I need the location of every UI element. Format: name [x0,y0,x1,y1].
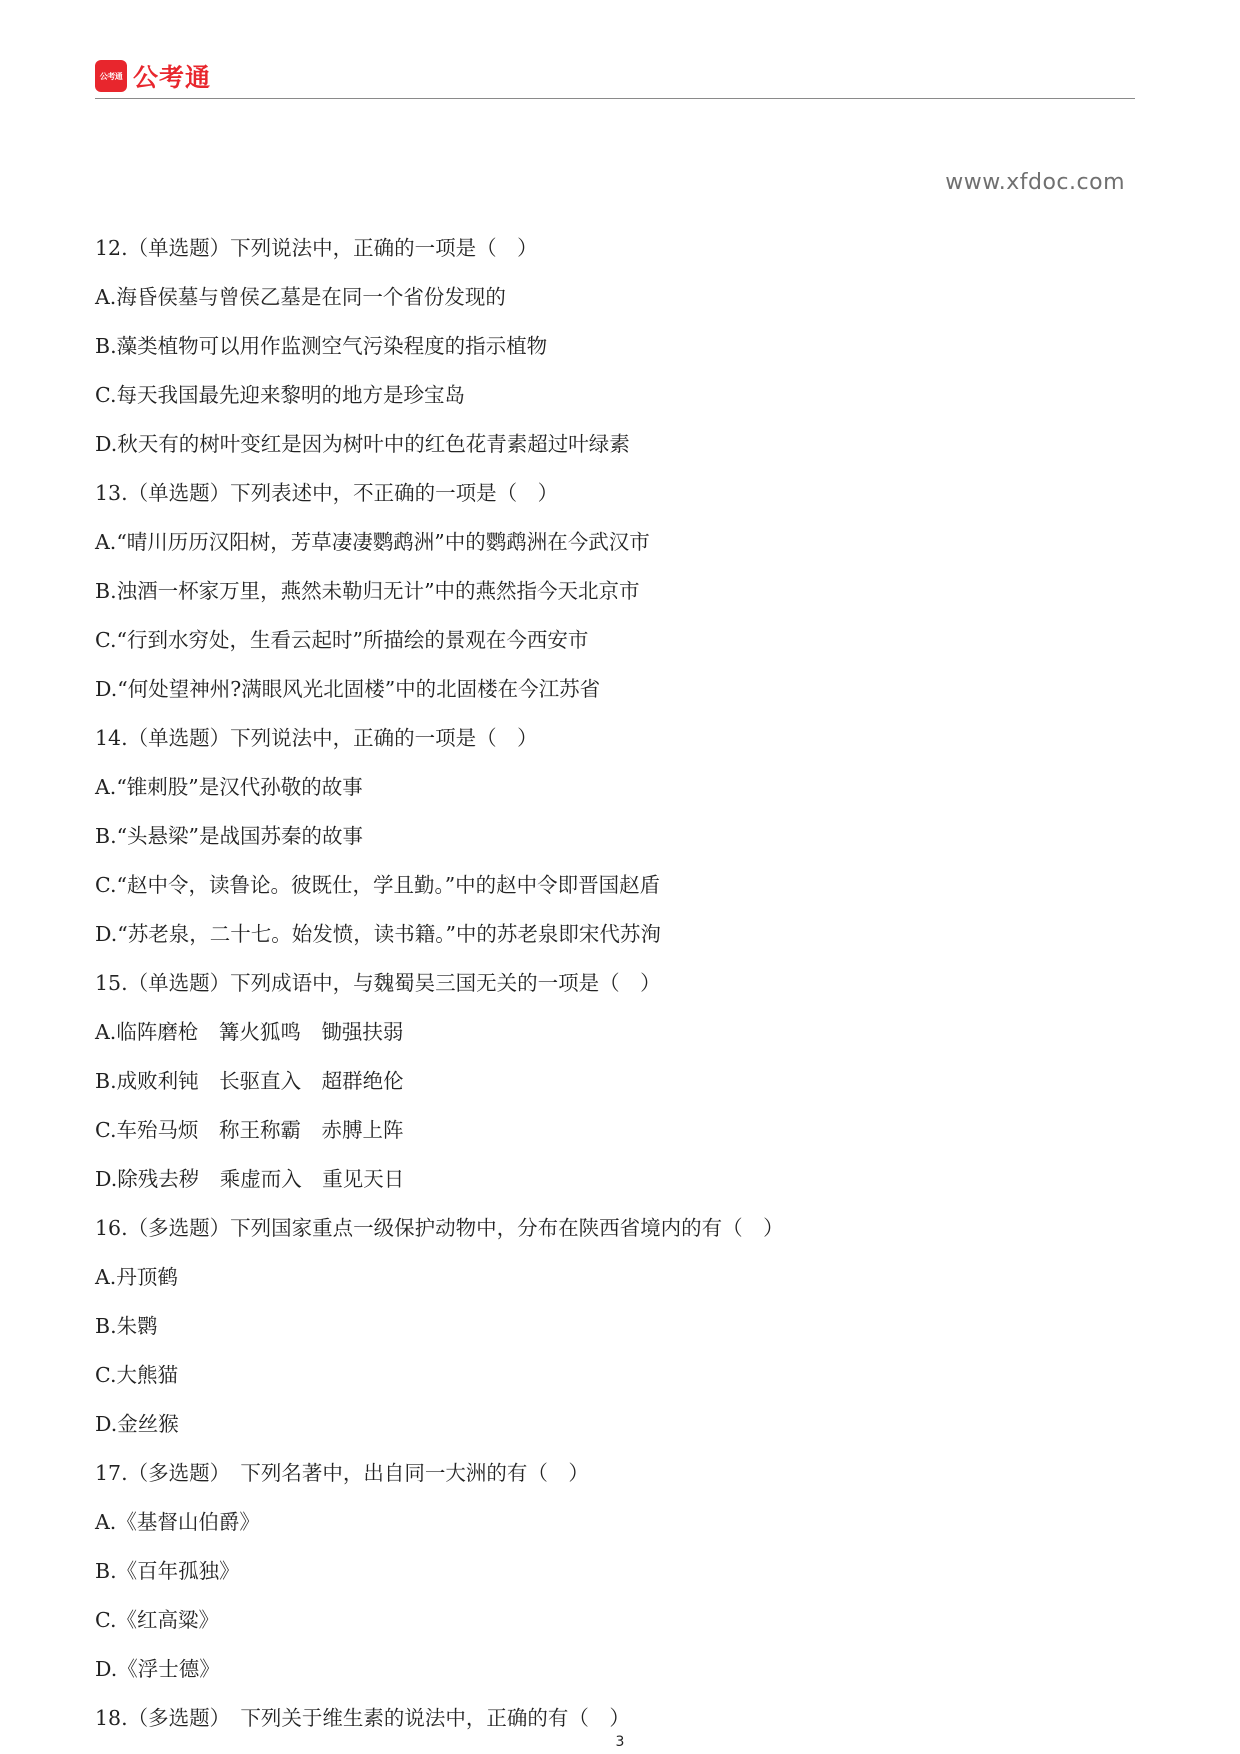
option-line: C.《红高粱》 [95,1608,219,1632]
option-line: A.临阵磨枪 篝火狐鸣 锄强扶弱 [95,1020,404,1044]
option-line: C.车殆马烦 称王称霸 赤膊上阵 [95,1118,404,1142]
option-line: C.“赵中令，读鲁论。彼既仕，学且勤。”中的赵中令即晋国赵盾 [95,873,661,897]
question-line: 16.（多选题）下列国家重点一级保护动物中，分布在陕西省境内的有（ ） [95,1216,784,1240]
option-line: C.每天我国最先迎来黎明的地方是珍宝岛 [95,383,465,407]
question-line: 17.（多选题） 下列名著中，出自同一大洲的有（ ） [95,1461,589,1485]
option-line: D.金丝猴 [95,1412,179,1436]
question-line: 14.（单选题）下列说法中，正确的一项是（ ） [95,726,538,750]
option-line: C.“行到水穷处，生看云起时”所描绘的景观在今西安市 [95,628,589,652]
option-line: B.成败利钝 长驱直入 超群绝伦 [95,1069,404,1093]
question-list [95,228,1135,1747]
option-line: A.“晴川历历汉阳树，芳草凄凄鹦鹉洲”中的鹦鹉洲在今武汉市 [95,530,650,554]
option-line: B.“头悬梁”是战国苏秦的故事 [95,824,364,848]
option-line: B.朱鹮 [95,1314,158,1338]
page-header [95,58,1135,99]
question-line: 15.（单选题）下列成语中，与魏蜀吴三国无关的一项是（ ） [95,971,661,995]
page-number: 3 [615,1734,625,1750]
option-line: D.“苏老泉，二十七。始发愤，读书籍。”中的苏老泉即宋代苏洵 [95,922,661,946]
option-line: B.藻类植物可以用作监测空气污染程度的指示植物 [95,334,548,358]
logo [95,58,211,94]
option-line: D.除残去秽 乘虚而入 重见天日 [95,1167,405,1191]
option-line: B.《百年孤独》 [95,1559,240,1583]
question-line: 18.（多选题） 下列关于维生素的说法中，正确的有（ ） [95,1706,630,1730]
option-line: A.海昏侯墓与曾侯乙墓是在同一个省份发现的 [95,285,506,309]
logo-badge-icon: 公考通 [95,60,127,92]
option-line: A.“锥刺股”是汉代孙敬的故事 [95,775,363,799]
logo-text: 公考通 [133,63,212,92]
question-line: 12.（单选题）下列说法中，正确的一项是（ ） [95,236,538,260]
watermark-url: www.xfdoc.com [945,170,1125,195]
question-line: 13.（单选题）下列表述中，不正确的一项是（ ） [95,481,559,505]
option-line: D.秋天有的树叶变红是因为树叶中的红色花青素超过叶绿素 [95,432,630,456]
option-line: A.丹顶鹤 [95,1265,178,1289]
option-line: A.《基督山伯爵》 [95,1510,260,1534]
option-line: C.大熊猫 [95,1363,178,1387]
option-line: D.“何处望神州?满眼风光北固楼”中的北固楼在今江苏省 [95,677,601,701]
option-line: B.浊酒一杯家万里，燕然未勒归无计”中的燕然指今天北京市 [95,579,640,603]
option-line: D.《浮士德》 [95,1657,220,1681]
